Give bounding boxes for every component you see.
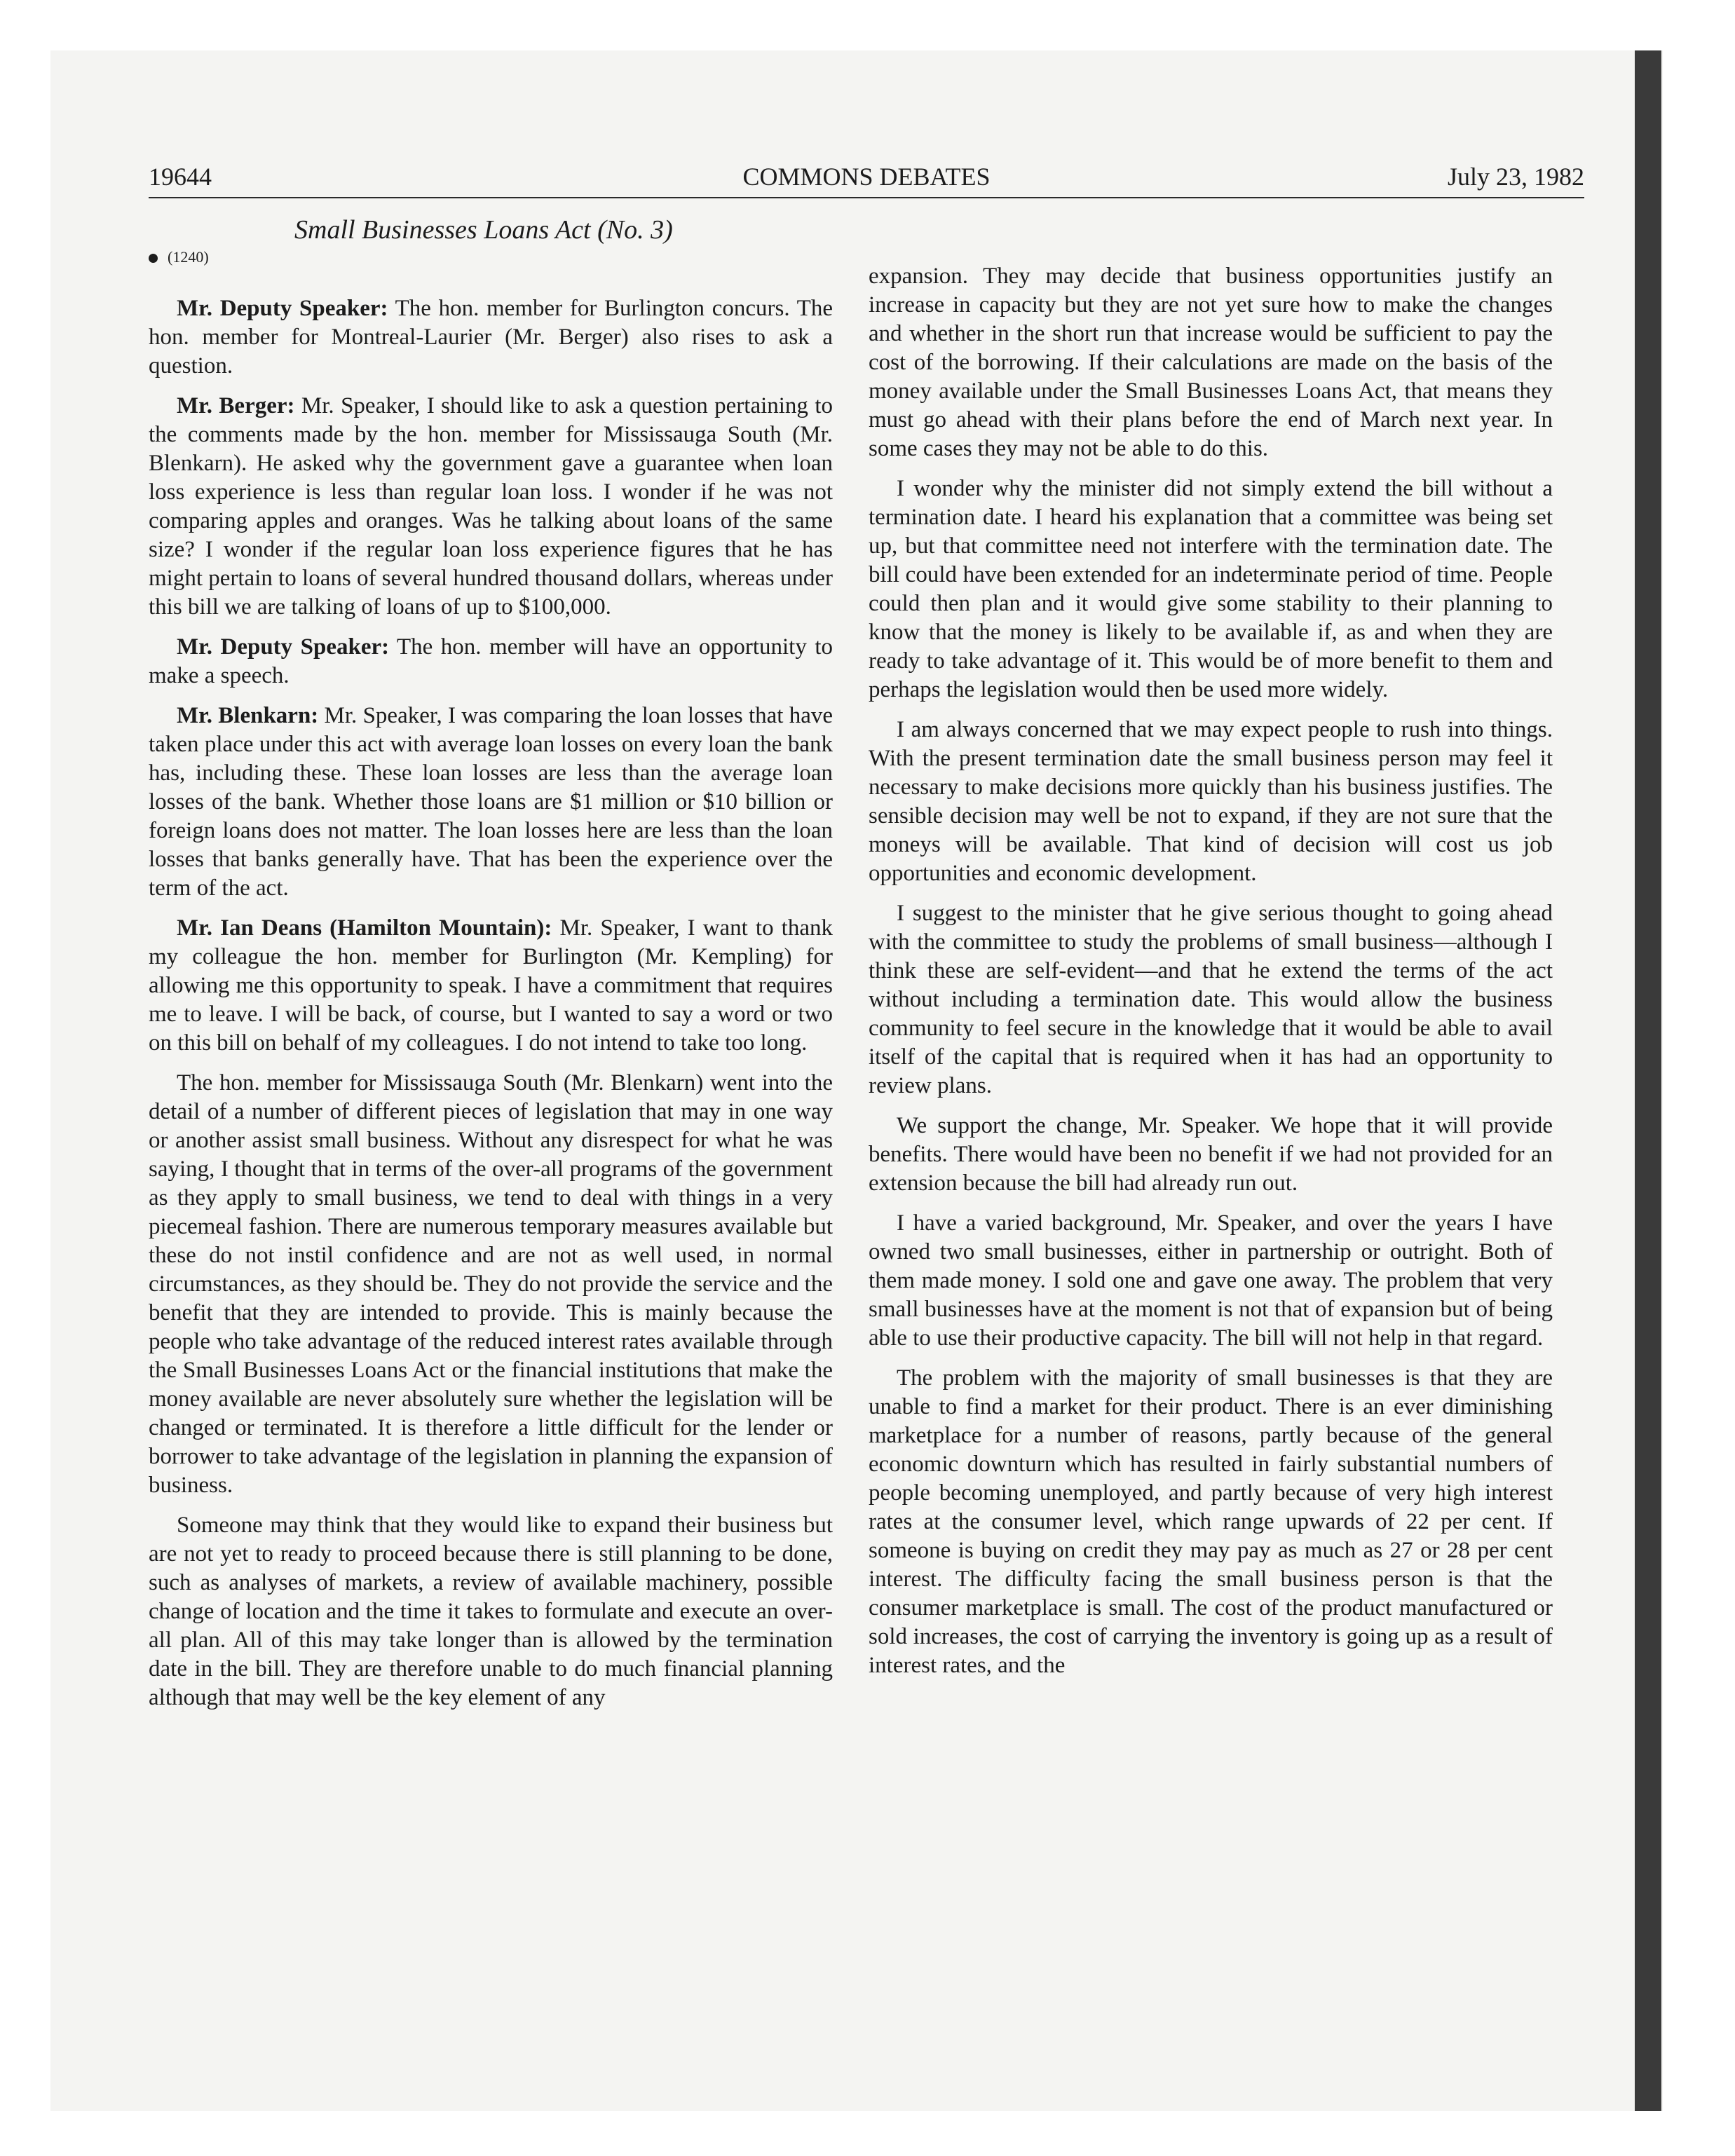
scan-edge-shadow bbox=[1635, 50, 1661, 2111]
left-column bbox=[149, 294, 833, 1724]
paragraph bbox=[869, 899, 1553, 1100]
journal-title: COMMONS DEBATES bbox=[742, 163, 991, 191]
issue-date: July 23, 1982 bbox=[1447, 163, 1584, 191]
header-rule bbox=[149, 197, 1584, 198]
paragraph-text: Someone may think that they would like to expand their business but are not yet to ready to proceed because there is still planning to be done, such as analyses of markets, a review of available machinery, possible change of location and the time it takes to formulate and execute an over-all plan. All of this may take longer than is allowed by the termination date in the bill. They are therefore unable to do much financial planning although that may well be the key element of any bbox=[149, 1513, 833, 1710]
paragraph-text: I suggest to the minister that he give serious thought to going ahead with the committee to study the problems of small business—although I think these are self-evident—and that he extend the terms of the act without including a termination date. This would allow the business community to feel secure in the knowledge that it would be able to avail itself of the capital that is required when it has had an opportunity to review plans. bbox=[869, 901, 1553, 1098]
paragraph bbox=[869, 475, 1553, 704]
paragraph bbox=[149, 633, 833, 690]
paragraph bbox=[869, 1364, 1553, 1680]
paragraph bbox=[869, 262, 1553, 463]
paragraph-text: I am always concerned that we may expect people to rush into things. With the present termination date the small business person may feel it necessary to make decisions more quickly than his business justifies. The sensible decision may well be not to expand, if they are not sure that the moneys will be available. That kind of decision will cost us job opportunities and economic development. bbox=[869, 717, 1553, 886]
speaker-name: Mr. Berger: bbox=[177, 393, 295, 418]
paragraph-text: I have a varied background, Mr. Speaker, and over the years I have owned two small businesses, either in partnership or outright. Both of them made money. I sold one and gave one away. The problem that very small businesses have at the moment is not that of expansion but of being able to use their productive capacity. The bill will not help in that regard. bbox=[869, 1210, 1553, 1351]
paragraph-text: expansion. They may decide that business opportunities justify an increase in capacity but they are not yet sure how to make the changes and whether in the short run that increase would be sufficient to pay the cost of the borrowing. If their calculations are made on the basis of the money available under the Small Businesses Loans Act, that means they must go ahead with their plans before the end of March next year. In some cases they may not be able to do this. bbox=[869, 264, 1553, 461]
paragraph-text: I wonder why the minister did not simply extend the bill without a termination date. I heard his explanation that a committee was being set up, but that committee need not interfere with the termination date. The bill could have been extended for an indeterminate period of time. People could then plan and it would give some stability to their planning to know that the money is likely to be available if, as and when they are ready to take advantage of it. This would be of more benefit to them and perhaps the legislation would then be used more widely. bbox=[869, 476, 1553, 702]
page-number: 19644 bbox=[149, 163, 212, 191]
paragraph-text: The hon. member for Burlington concurs. The hon. member for Montreal-Laurier (Mr. Berger) also rises to ask a question. bbox=[149, 296, 833, 378]
paragraph bbox=[149, 294, 833, 381]
paragraph bbox=[149, 702, 833, 903]
speaker-name: Mr. Deputy Speaker: bbox=[177, 634, 390, 660]
paragraph bbox=[869, 1112, 1553, 1198]
running-head bbox=[149, 160, 1584, 202]
speaker-name: Mr. Deputy Speaker: bbox=[177, 296, 388, 321]
paragraph-text: The hon. member for Mississauga South (Mr. Blenkarn) went into the detail of a number of different pieces of legislation that may in one way or another assist small business. Without any disrespect for what he was saying, I thought that in terms of the over-all programs of the government as they apply to small business, we tend to deal with things in a very piecemeal fashion. There are numerous temporary measures available but these do not instil confidence and are not as well used, in normal circumstances, as they should be. They do not provide the service and the benefit that they are intended to provide. This is mainly because the people who take advantage of the reduced interest rates available through the Small Businesses Loans Act or the financial institutions that make the money available are never absolutely sure whether the legislation will be changed or terminated. It is therefore a little difficult for the lender or borrower to take advantage of the legislation in planning the expansion of business. bbox=[149, 1070, 833, 1498]
paragraph-text: The hon. member will have an opportunity to make a speech. bbox=[149, 634, 833, 688]
paragraph bbox=[149, 392, 833, 622]
paragraph-text: We support the change, Mr. Speaker. We hope that it will provide benefits. There would have been no benefit if we had not provided for an extension because the bill had already run out. bbox=[869, 1113, 1553, 1196]
paragraph bbox=[869, 716, 1553, 888]
paragraph-text: Mr. Speaker, I was comparing the loan losses that have taken place under this act with average loan losses on every loan the bank has, including these. These loan losses are less than the average loan losses of the bank. Whether those loans are $1 million or $10 billion or foreign loans does not matter. The loan losses here are less than the loan losses that banks generally have. That has been the experience over the term of the act. bbox=[149, 703, 833, 901]
paragraph bbox=[149, 1511, 833, 1712]
speaker-name: Mr. Ian Deans (Hamilton Mountain): bbox=[177, 915, 552, 941]
paragraph bbox=[869, 1209, 1553, 1353]
right-column bbox=[869, 262, 1553, 1691]
section-title: Small Businesses Loans Act (No. 3) bbox=[294, 215, 673, 245]
paragraph bbox=[149, 1069, 833, 1500]
bullet-icon bbox=[149, 254, 158, 263]
speaker-name: Mr. Blenkarn: bbox=[177, 703, 319, 728]
paragraph bbox=[149, 914, 833, 1058]
time-marker bbox=[149, 247, 209, 268]
paragraph-text: Mr. Speaker, I should like to ask a question pertaining to the comments made by the hon. member for Mississauga South (Mr. Blenkarn). He asked why the government gave a guarantee when loan loss experience is less than regular loan loss. I wonder if he was not comparing apples and oranges. Was he talking about loans of the same size? I wonder if the regular loan loss experience figures that he has might pertain to loans of several hundred thousand dollars, whereas under this bill we are talking of loans of up to $100,000. bbox=[149, 393, 834, 620]
paragraph-text: Mr. Speaker, I want to thank my colleague the hon. member for Burlington (Mr. Kempling) for allowing me this opportunity to speak. I have a commitment that requires me to leave. I will be back, of course, but I wanted to say a word or two on this bill on behalf of my colleagues. I do not intend to take too long. bbox=[149, 915, 833, 1056]
paragraph-text: The problem with the majority of small businesses is that they are unable to find a market for their product. There is an ever diminishing marketplace for a number of reasons, partly because of the general economic downturn which has resulted in fairly substantial numbers of people becoming unemployed, and partly because of very high interest rates at the consumer level, which range upwards of 22 per cent. If someone is buying on credit they may pay as much as 27 or 28 per cent interest. The difficulty facing the small business person is that the consumer marketplace is small. The cost of the product manufactured or sold increases, the cost of carrying the inventory is going up as a result of interest rates, and the bbox=[869, 1365, 1553, 1678]
time-marker-text: (1240) bbox=[168, 248, 209, 266]
